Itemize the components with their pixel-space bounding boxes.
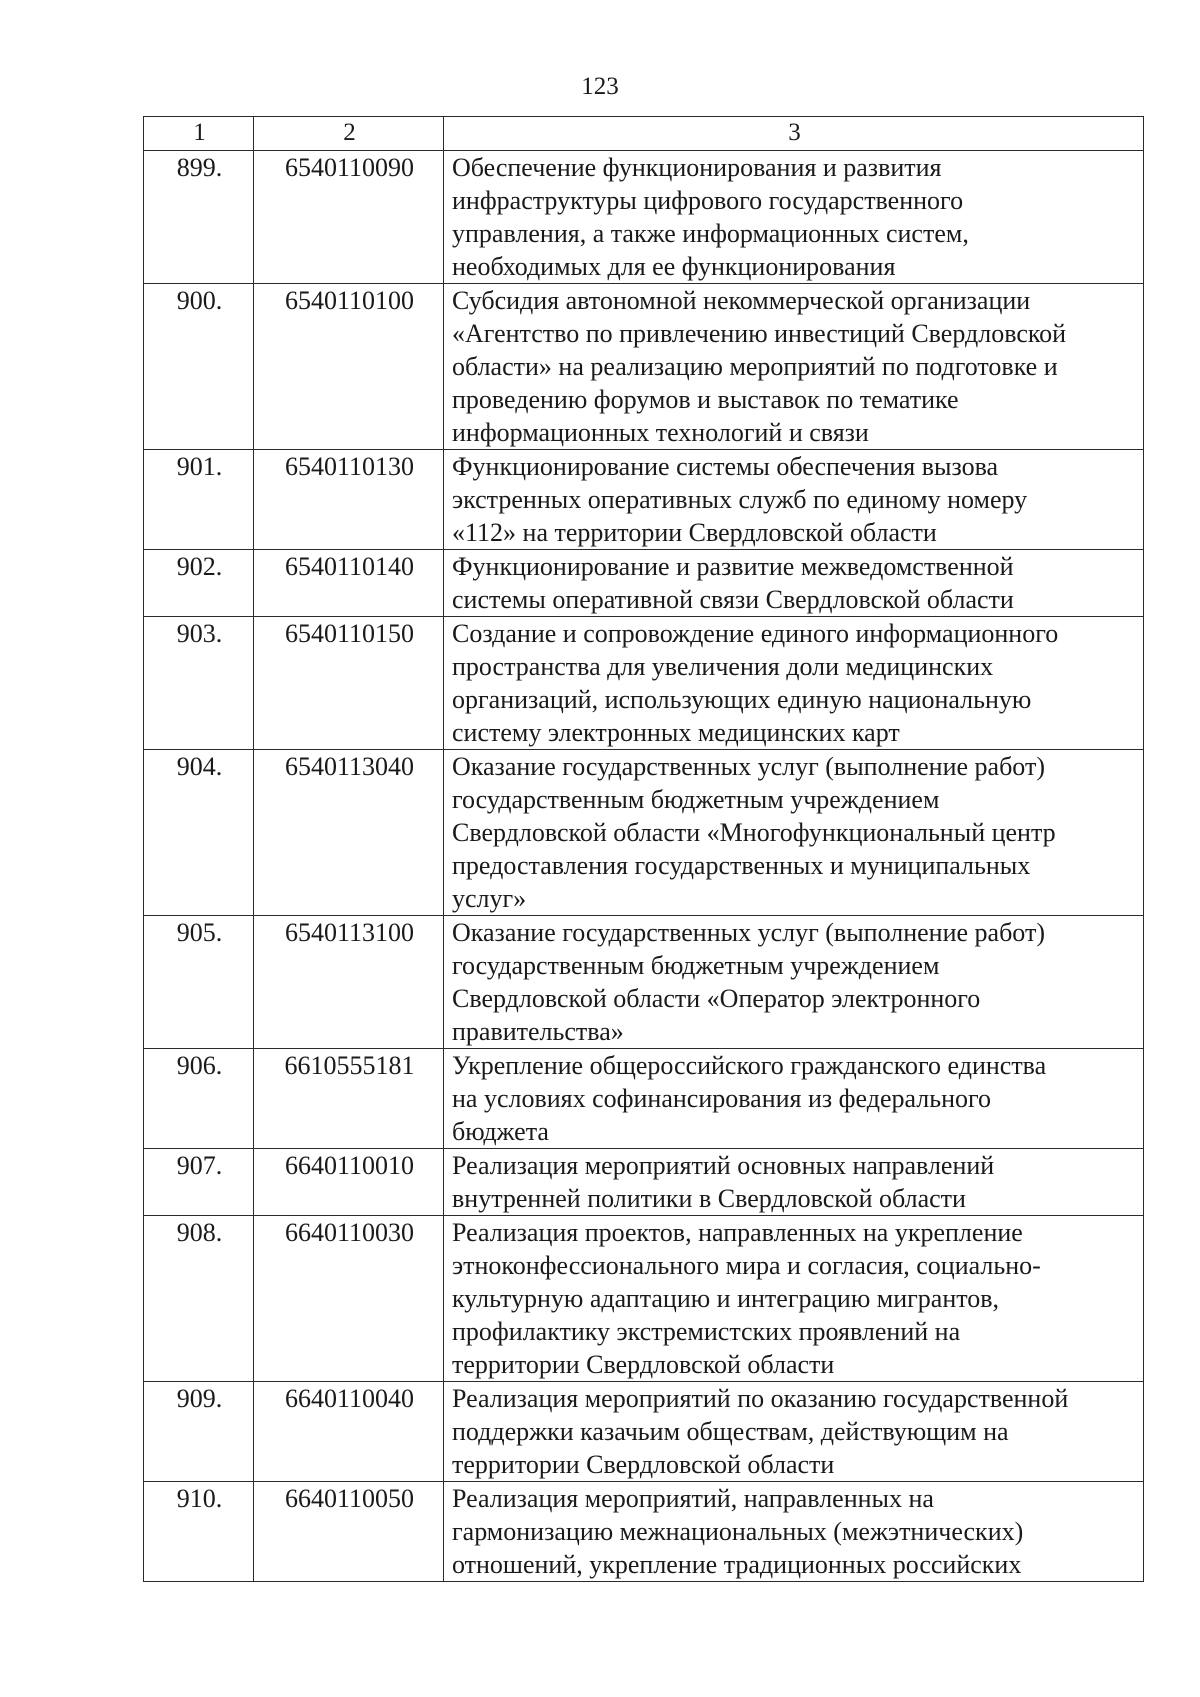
row-number: 901. (144, 450, 254, 550)
row-number: 903. (144, 617, 254, 750)
table-row (144, 450, 1144, 550)
row-number: 904. (144, 750, 254, 916)
row-number: 900. (144, 284, 254, 450)
row-number: 909. (144, 1382, 254, 1482)
table-row (144, 1382, 1144, 1482)
row-description: Субсидия автономной некоммерческой организации «Агентство по привлечению инвестиций Свердловской области» на реализацию мероприятий по подготовке и проведению форумов и выставок по тематике информационных технологий и связи (444, 284, 1144, 450)
row-description: Реализация мероприятий, направленных на гармонизацию межнациональных (межэтнических) отношений, укрепление традиционных российских (444, 1482, 1144, 1582)
row-description: Функционирование и развитие межведомственной системы оперативной связи Свердловской области (444, 550, 1144, 617)
row-code: 6640110050 (254, 1482, 444, 1582)
row-code: 6540110090 (254, 151, 444, 284)
table-row (144, 1049, 1144, 1149)
row-number: 907. (144, 1149, 254, 1216)
budget-codes-table (143, 116, 1144, 1582)
page-number: 123 (581, 73, 619, 100)
row-description: Реализация мероприятий основных направлений внутренней политики в Свердловской области (444, 1149, 1144, 1216)
row-code: 6640110010 (254, 1149, 444, 1216)
row-description: Функционирование системы обеспечения вызова экстренных оперативных служб по единому номеру «112» на территории Свердловской области (444, 450, 1144, 550)
row-description: Укрепление общероссийского гражданского единства на условиях софинансирования из федерального бюджета (444, 1049, 1144, 1149)
table-row (144, 284, 1144, 450)
header-col-1: 1 (144, 117, 254, 151)
row-number: 902. (144, 550, 254, 617)
row-description: Создание и сопровождение единого информационного пространства для увеличения доли медицинских организаций, использующих единую национальную систему электронных медицинских карт (444, 617, 1144, 750)
row-number: 910. (144, 1482, 254, 1582)
row-code: 6610555181 (254, 1049, 444, 1149)
row-description: Оказание государственных услуг (выполнение работ) государственным бюджетным учреждением Свердловской области «Многофункциональный центр предоставления государственных и муниципальных услуг» (444, 750, 1144, 916)
row-code: 6540110140 (254, 550, 444, 617)
row-code: 6540113040 (254, 750, 444, 916)
row-number: 908. (144, 1216, 254, 1382)
row-description: Реализация мероприятий по оказанию государственной поддержки казачьим обществам, действующим на территории Свердловской области (444, 1382, 1144, 1482)
row-code: 6540110150 (254, 617, 444, 750)
table-row (144, 750, 1144, 916)
header-col-3: 3 (444, 117, 1144, 151)
row-number: 899. (144, 151, 254, 284)
row-number: 905. (144, 916, 254, 1049)
row-description: Обеспечение функционирования и развития инфраструктуры цифрового государственного управления, а также информационных систем, необходимых для ее функционирования (444, 151, 1144, 284)
table-row (144, 617, 1144, 750)
header-col-2: 2 (254, 117, 444, 151)
table-row (144, 1482, 1144, 1582)
table-header-row (144, 117, 1144, 151)
table-row (144, 550, 1144, 617)
row-code: 6540110100 (254, 284, 444, 450)
row-number: 906. (144, 1049, 254, 1149)
row-code: 6540113100 (254, 916, 444, 1049)
row-description: Реализация проектов, направленных на укрепление этноконфессионального мира и согласия, социально- культурную адаптацию и интеграцию мигрантов, профилактику экстремистских проявлений на территории Свердловской области (444, 1216, 1144, 1382)
table-row (144, 1216, 1144, 1382)
row-code: 6640110040 (254, 1382, 444, 1482)
table-body (144, 151, 1144, 1582)
table-row (144, 1149, 1144, 1216)
row-description: Оказание государственных услуг (выполнение работ) государственным бюджетным учреждением Свердловской области «Оператор электронного правительства» (444, 916, 1144, 1049)
row-code: 6640110030 (254, 1216, 444, 1382)
table-row (144, 916, 1144, 1049)
table-row (144, 151, 1144, 284)
row-code: 6540110130 (254, 450, 444, 550)
